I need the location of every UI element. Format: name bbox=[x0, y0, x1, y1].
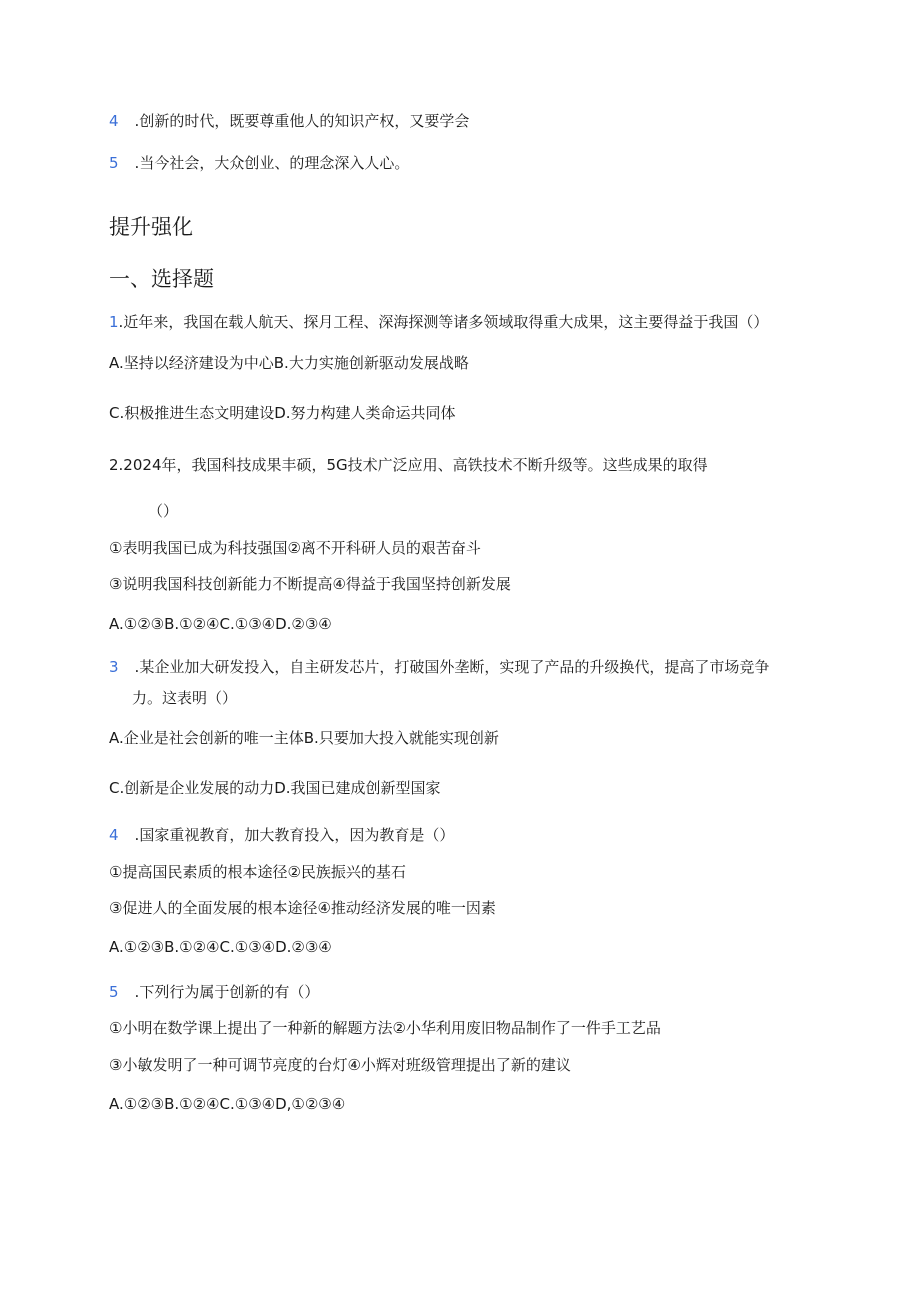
question-text: .国家重视教育，加大教育投入，因为教育是（） bbox=[134, 826, 455, 844]
section-title: 提升强化 bbox=[109, 215, 193, 239]
question-5-statements-2: ③小敏发明了一种可调节亮度的台灯④小辉对班级管理提出了新的建议 bbox=[109, 1056, 571, 1074]
fill-blank-item-5 bbox=[109, 153, 409, 173]
question-2-statements-1: ①表明我国已成为科技强国②离不开科研人员的艰苦奋斗 bbox=[109, 539, 481, 557]
subsection-title: 一、选择题 bbox=[109, 267, 214, 291]
question-2-options: A.①②③B.①②④C.①③④D.②③④ bbox=[109, 615, 332, 633]
question-5-stem bbox=[109, 982, 319, 1002]
question-text: .某企业加大研发投入，自主研发芯片，打破国外垄断，实现了产品的升级换代，提高了市场竞争 bbox=[134, 658, 770, 676]
question-2-stem: 2.2024年，我国科技成果丰硕，5G技术广泛应用、高铁技术不断升级等。这些成果的取得 bbox=[109, 456, 708, 474]
question-1-stem bbox=[109, 312, 768, 332]
item-number: 5 bbox=[109, 154, 119, 172]
question-4-statements-1: ①提高国民素质的根本途径②民族振兴的基石 bbox=[109, 863, 406, 881]
question-text: .近年来，我国在载人航天、探月工程、深海探测等诸多领域取得重大成果，这主要得益于我国（） bbox=[118, 313, 769, 331]
question-1-options-cd: C.积极推进生态文明建设D.努力构建人类命运共同体 bbox=[109, 404, 456, 422]
item-text: .创新的时代，既要尊重他人的知识产权，又要学会 bbox=[134, 112, 470, 130]
question-4-options: A.①②③B.①②④C.①③④D.②③④ bbox=[109, 938, 332, 956]
question-text: .下列行为属于创新的有（） bbox=[134, 983, 320, 1001]
question-number: 3 bbox=[109, 658, 119, 676]
question-2-paren: （） bbox=[148, 502, 179, 520]
question-number: 4 bbox=[109, 826, 119, 844]
question-number: 5 bbox=[109, 983, 119, 1001]
question-5-options: A.①②③B.①②④C.①③④D,①②③④ bbox=[109, 1095, 346, 1113]
fill-blank-item-4 bbox=[109, 111, 469, 131]
question-3-options-ab: A.企业是社会创新的唯一主体B.只要加大投入就能实现创新 bbox=[109, 729, 499, 747]
question-4-stem bbox=[109, 825, 454, 845]
question-5-statements-1: ①小明在数学课上提出了一种新的解题方法②小华利用废旧物品制作了一件手工艺品 bbox=[109, 1019, 661, 1037]
question-4-statements-2: ③促进人的全面发展的根本途径④推动经济发展的唯一因素 bbox=[109, 899, 496, 917]
question-3-stem bbox=[109, 657, 769, 677]
question-number: 1 bbox=[109, 313, 119, 331]
question-2-statements-2: ③说明我国科技创新能力不断提高④得益于我国坚持创新发展 bbox=[109, 575, 511, 593]
item-text: .当今社会，大众创业、的理念深入人心。 bbox=[134, 154, 410, 172]
item-number: 4 bbox=[109, 112, 119, 130]
question-1-options-ab: A.坚持以经济建设为中心B.大力实施创新驱动发展战略 bbox=[109, 354, 469, 372]
question-3-options-cd: C.创新是企业发展的动力D.我国已建成创新型国家 bbox=[109, 779, 441, 797]
question-3-stem-continued: 力。这表明（） bbox=[132, 689, 238, 707]
